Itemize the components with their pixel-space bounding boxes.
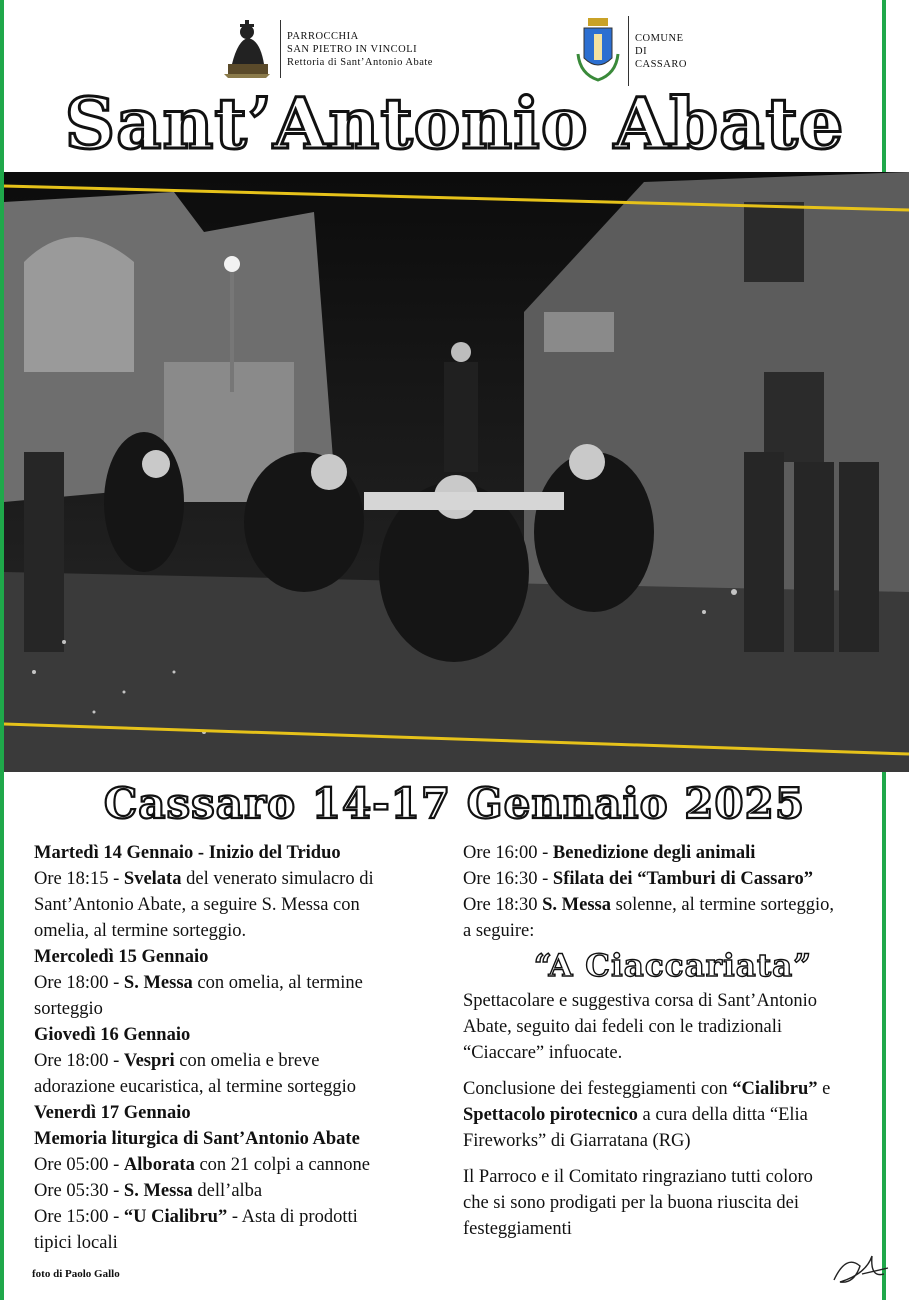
thanks-line1: Il Parroco e il Comitato ringraziano tutti coloro <box>463 1167 813 1187</box>
day4-e2-event: S. Messa <box>123 1181 193 1201</box>
thanks-line2: che si sono prodigati per la buona riuscita dei <box>463 1193 799 1213</box>
signature-icon <box>826 1244 896 1290</box>
closing-line1 <box>463 1076 883 1102</box>
day4-event6-line <box>463 892 883 918</box>
day3-time: Ore 18:00 - <box>34 1051 120 1071</box>
day4-event1-line <box>34 1152 454 1178</box>
parish-logo-block <box>218 18 433 80</box>
day4-e4-event: Benedizione degli animali <box>552 843 756 863</box>
comune-text <box>635 32 687 71</box>
day4-e6-event: S. Messa <box>542 895 611 915</box>
comune-logo-block <box>572 14 687 88</box>
day2-rest2: sorteggio <box>34 999 103 1019</box>
program-right-column <box>463 840 883 1242</box>
comune-logo-divider <box>628 16 629 86</box>
closing-text1: Conclusione dei festeggiamenti con <box>463 1079 728 1099</box>
day1-rest2: Sant’Antonio Abate, a seguire S. Messa con <box>34 895 360 915</box>
spacer <box>463 1066 883 1076</box>
day4-e3-event: “U Cialibru” <box>123 1207 228 1227</box>
closing-text3: a cura della ditta “Elia <box>642 1105 808 1125</box>
day4-e3-rest2: tipici locali <box>34 1233 118 1253</box>
day4-e6-time: Ore 18:30 <box>463 895 538 915</box>
day4-event3-line <box>34 1204 454 1230</box>
day4-event5-line <box>463 866 883 892</box>
day4-e2-rest: dell’alba <box>197 1181 263 1201</box>
thanks-line3: festeggiamenti <box>463 1219 572 1239</box>
day2-rest1: con omelia, al termine <box>197 973 363 993</box>
spacer <box>463 1154 883 1164</box>
day4-e2-time: Ore 05:30 - <box>34 1181 120 1201</box>
day4-e1-rest: con 21 colpi a cannone <box>199 1155 371 1175</box>
closing-bold1: “Cialibru” <box>732 1079 818 1099</box>
day4-e3-rest: - Asta di prodotti <box>231 1207 358 1227</box>
day4-event2-line <box>34 1178 454 1204</box>
day4-e4-time: Ore 16:00 - <box>463 843 549 863</box>
procession-photo <box>4 172 909 772</box>
parish-line-2: SAN PIETRO IN VINCOLI <box>287 43 418 55</box>
comune-line-2: DI <box>635 45 648 57</box>
comune-line-1: COMUNE <box>635 32 684 44</box>
closing-bold2: Spettacolo pirotecnico <box>463 1105 638 1125</box>
day4-e6-rest: solenne, al termine sorteggio, <box>615 895 834 915</box>
day3-event-line <box>34 1048 454 1074</box>
comune-line-3: CASSARO <box>635 58 687 70</box>
day4-e1-event: Alborata <box>123 1155 195 1175</box>
ciaccariata-desc3: “Ciaccare” infuocate. <box>463 1043 623 1063</box>
day2-heading: Mercoledì 15 Gennaio <box>34 947 209 967</box>
day3-event: Vespri <box>123 1051 175 1071</box>
ciaccariata-desc2: Abate, seguito dai fedeli con le tradizionali <box>463 1017 783 1037</box>
closing-text2: e <box>822 1079 831 1099</box>
closing-line2 <box>463 1102 883 1128</box>
parish-emblem-icon <box>218 18 276 80</box>
day4-e6-rest2: a seguire: <box>463 921 535 941</box>
parish-line-1: PARROCCHIA <box>287 30 359 42</box>
day4-e5-time: Ore 16:30 - <box>463 869 549 889</box>
day4-event4-line <box>463 840 883 866</box>
day1-rest1: del venerato simulacro di <box>186 869 374 889</box>
comune-coat-of-arms-icon <box>572 14 624 88</box>
day2-event-line <box>34 970 454 996</box>
day3-rest1: con omelia e breve <box>179 1051 320 1071</box>
event-dates-subtitle: Cassaro 14-17 Gennaio 2025 <box>103 779 806 828</box>
procession-photo-illustration <box>4 172 909 772</box>
day4-subheading: Memoria liturgica di Sant’Antonio Abate <box>34 1129 360 1149</box>
parish-logo-divider <box>280 20 281 78</box>
day1-heading: Martedì 14 Gennaio - Inizio del Triduo <box>34 843 341 863</box>
day4-e5-event: Sfilata dei “Tamburi di Cassaro” <box>552 869 813 889</box>
day3-heading: Giovedì 16 Gennaio <box>34 1025 191 1045</box>
day4-heading: Venerdì 17 Gennaio <box>34 1103 191 1123</box>
main-title: Sant’Antonio Abate <box>64 82 845 165</box>
closing-text4: Fireworks” di Giarratana (RG) <box>463 1131 691 1151</box>
day4-e3-time: Ore 15:00 - <box>34 1207 120 1227</box>
day1-event: Svelata <box>123 869 182 889</box>
day3-rest2: adorazione eucaristica, al termine sorteggio <box>34 1077 357 1097</box>
ciaccariata-title: “A Ciaccariata” <box>533 948 813 984</box>
program-left-column <box>34 840 454 1256</box>
day2-event: S. Messa <box>123 973 193 993</box>
ciaccariata-desc1: Spettacolare e suggestiva corsa di Sant’Antonio <box>463 991 817 1011</box>
day1-rest3: omelia, al termine sorteggio. <box>34 921 247 941</box>
day1-time: Ore 18:15 - <box>34 869 120 889</box>
photo-credit: foto di Paolo Gallo <box>32 1268 120 1280</box>
day2-time: Ore 18:00 - <box>34 973 120 993</box>
parish-line-3: Rettoria di Sant’Antonio Abate <box>287 56 433 68</box>
parish-text <box>287 30 433 69</box>
day4-e1-time: Ore 05:00 - <box>34 1155 120 1175</box>
day1-event-line <box>34 866 454 892</box>
